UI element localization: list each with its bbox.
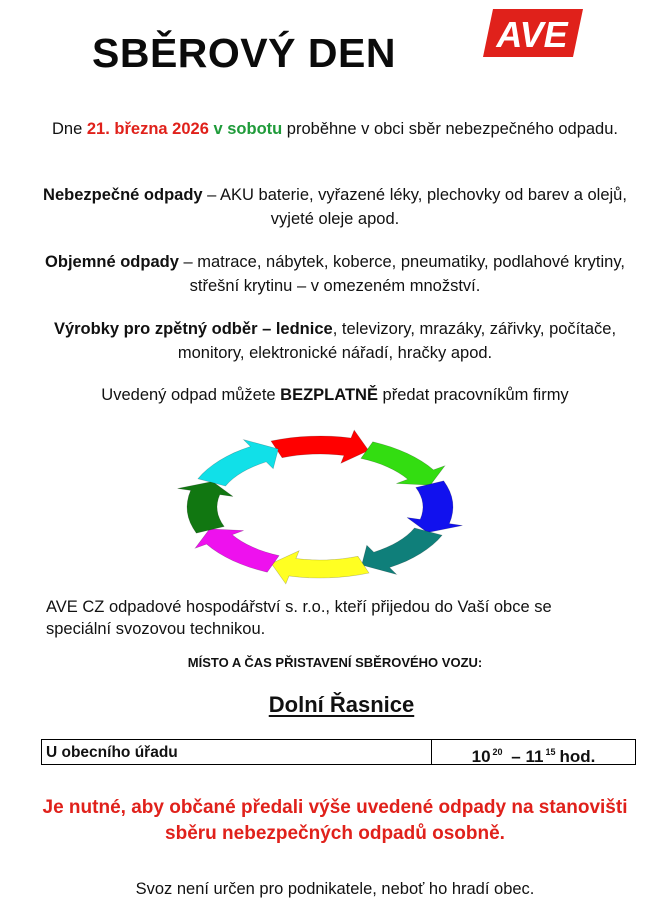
recycling-arrows-icon [168, 420, 473, 595]
svg-text:AVE: AVE [496, 14, 568, 55]
hazardous-label: Nebezpečné odpady [43, 186, 203, 204]
ring-arrow-segment [271, 430, 369, 463]
ring-arrow-segment [407, 481, 463, 533]
intro-paragraph: Dne 21. března 2026 v sobotu proběhne v obci sběr nebezpečného odpadu. [52, 120, 618, 138]
ring-arrow-segment [271, 551, 369, 584]
schedule-time: 10 $^{20}$ – 11 $^{15}$ hod. [471, 747, 596, 766]
ring-arrow-segment [178, 482, 234, 534]
ring-arrow-segment [195, 529, 279, 572]
schedule-table [41, 739, 636, 765]
company-paragraph: AVE CZ odpadové hospodářství s. r.o., kteří přijedou do Vaší obce se speciální svozovou technikou. [46, 598, 552, 638]
schedule-place: U obecního úřadu [42, 740, 432, 764]
free-emphasis: BEZPLATNĚ [280, 386, 378, 404]
collection-date: 21. března 2026 [86, 120, 209, 138]
ave-logo [483, 7, 583, 59]
page-title: SBĚROVÝ DEN [92, 30, 396, 76]
hazardous-waste-paragraph: Nebezpečné odpady – AKU baterie, vyřazené léky, plechovky od barev a olejů, vyjeté oleje apod. [43, 186, 627, 228]
collection-weekday: v sobotu [213, 120, 283, 138]
takeback-label: Výrobky pro zpětný odběr – lednice [53, 320, 333, 338]
free-disposal-paragraph: Uvedený odpad můžete BEZPLATNĚ předat pracovníkům firmy [101, 386, 569, 404]
ring-arrow-segment [362, 528, 442, 574]
location-heading: MÍSTO A ČAS PŘISTAVENÍ SBĚROVÉHO VOZU: [187, 655, 483, 670]
takeback-paragraph: Výrobky pro zpětný odběr – lednice, televizory, mrazáky, zářivky, počítače, monitory, elektronické nářadí, hračky apod. [53, 320, 617, 362]
town-name: Dolní Řasnice [268, 692, 415, 717]
ring-arrow-segment [198, 440, 278, 486]
footer-note: Svoz není určen pro podnikatele, neboť ho hradí obec. [135, 880, 535, 898]
ring-arrow-segment [361, 442, 445, 485]
warning-text: Je nutné, aby občané předali výše uvedené odpady na stanovišti sběru nebezpečných odpadů osobně. [42, 797, 628, 844]
bulky-waste-paragraph: Objemné odpady – matrace, nábytek, koberce, pneumatiky, podlahové krytiny, střešní krytinu – v omezeném množství. [45, 253, 625, 295]
bulky-label: Objemné odpady [45, 253, 179, 271]
